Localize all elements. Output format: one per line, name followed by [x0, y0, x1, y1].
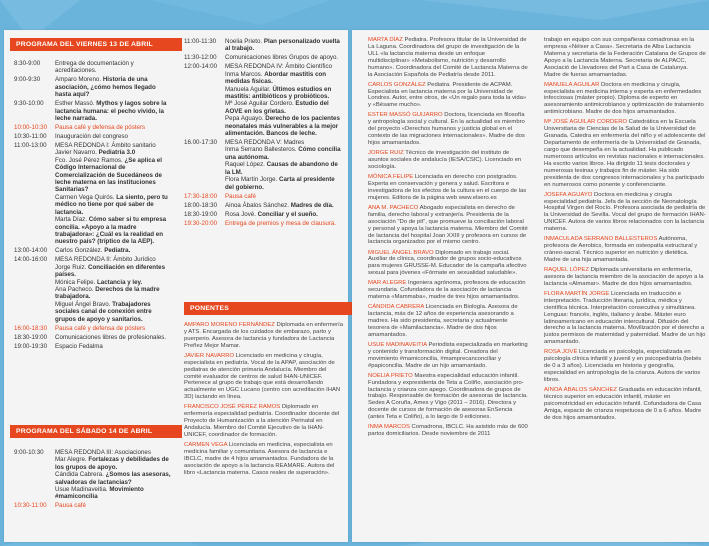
speaker-description: Ingeniera agrónoma, profesora de educación secundaria. Cofundadora de la asociación de lactancia materna «Mammaba», madre de tres hijos amamantados. — [368, 280, 526, 301]
speaker-description: Pediatra. Presidente de ACPAM. Especialista en lactancia materna por la Universidad de Londres. Autor, entre otros, de «Un regalo para toda la vida» y «Bésame mucho». — [368, 81, 527, 109]
schedule-description — [225, 63, 344, 137]
schedule-description — [55, 76, 172, 98]
schedule-text: Mythos y lagos sobre la lactancia humana: el pecho vivido, la leche narrada. — [55, 100, 167, 123]
speaker-bio — [184, 322, 344, 350]
schedule-time: 18:30-19:00 — [14, 333, 48, 341]
speaker-name: INMA MARCOS — [368, 424, 410, 431]
schedule-time: 11:00-13:00 — [14, 142, 47, 150]
speaker-description: Doctora en medicina y cirugía especialidad pediatría. Jefa de la sección de Neonatología Hospital Virgen del Rocío. Profesora asociada de pediatría de la Universidad de Sevilla. Vocal del grupo de formación IHAN-UNICEF. Autora de varios libros relacionados con la lactancia materna. — [544, 191, 706, 233]
schedule-row — [14, 449, 172, 501]
schedule-description — [55, 256, 172, 323]
schedule-text: Fortalezas y debilidades de los grupos de apoyo. — [55, 456, 169, 471]
speaker-name: Mª JOSÉ AGUILAR CORDERO — [544, 119, 628, 126]
schedule-row — [184, 202, 344, 209]
schedule-row — [14, 60, 172, 75]
speaker-bio — [368, 424, 528, 438]
saturday-header — [10, 425, 182, 438]
schedule-description — [55, 325, 172, 332]
ponentes-header-text: PONENTES — [190, 305, 229, 312]
speaker-bio — [368, 304, 528, 339]
speaker-bio — [544, 192, 706, 233]
schedule-text: Carlos González. — [55, 247, 105, 255]
speaker-bio — [368, 82, 528, 110]
schedule-text: Espacio Fedalma — [55, 342, 103, 350]
speaker-description: Doctora, licenciada en filosofía y antropología social y cultural. En la actualidad es miembro del proyecto «Derechos humanos y justicia global en el contexto de las migraciones internacionales». Madre de dos hijos amamantados. — [368, 112, 525, 147]
speaker-name: MIGUEL ÁNGEL BRAVO — [368, 249, 434, 256]
schedule-description — [55, 124, 172, 131]
speaker-bio — [368, 205, 528, 246]
speaker-bio — [368, 280, 528, 301]
schedule-text: Causas de abandono de la LM. — [225, 161, 338, 176]
schedule-text: Comunicaciones libres de profesionales. — [55, 333, 167, 341]
schedule-text: MESA REDONDA I: Ámbito sanitario — [55, 142, 156, 150]
schedule-time: 14:00-16:00 — [14, 256, 48, 264]
speaker-description: Periodista especializada en marketing y contenido y transformación digital. Creadora del movimiento #mamiconcilia, #mamprecanconciliar y #papiconcilia. Madre de un hijo amamantado. — [368, 341, 528, 369]
speaker-description: Comadrona, IBCLC. Ha asistido más de 600 partos domiciliarios. Desde noviembre de 2011 — [368, 424, 528, 438]
schedule-text: Rosa Jové. — [225, 210, 258, 218]
speaker-name: MANUELA AGUILAR — [544, 81, 600, 88]
speaker-description: trabajo en equipo con sus compañeras comadronas en la empresa «Néixer a Casa». Secretaria de Alba Lactancia Materna y secretaria de la Federación Catalana de Grupos de Apoyo a la Lactancia Materna. Secretaria de ALPACC, Asociació de Llevadores del Part a Casa de Catalunya. Madre de fueras amamantadas. — [544, 37, 706, 78]
schedule-text: Abordar mastitis con medidas físicas. — [225, 70, 327, 86]
speaker-description: Licenciada en medicina, especialista en medicina familiar y comunitaria. Asesora de lactancia e IBCLC, madre de 4 hijos amamantados. Fundadora de la asociación de apoyo a la lactancia REAMARE. Autora del libro «Lactancia materna. Casos reales de superación». — [184, 442, 335, 476]
schedule-row — [184, 193, 344, 200]
schedule-description — [225, 38, 344, 53]
schedule-text: Manuela Aguilar. — [225, 85, 273, 93]
schedule-description — [55, 502, 172, 509]
schedule-time: 12:00-14:00 — [184, 63, 218, 71]
speaker-description: Diplomado en trabajo social. Auxiliar de clínica, coordinador de grupos socio-educativos para mujeres GRUSSE-M. Educador de la campaña afectivo sexual para jóvenes «Fórmate en sexualidad saludable». — [368, 249, 527, 277]
schedule-text: Estudio del AOVE en los grietas. — [225, 100, 329, 115]
schedule-text: Raquel López. — [225, 161, 267, 169]
speaker-name: CARMEN VEGA — [184, 442, 228, 449]
speaker-description: Licenciado en medicina y cirugía, especialista en pediatría. Vocal de la APAP, asociación de pediatras de atención primaria Andalucía. Miembro del comité evaluador de centros de salud IHAN-UNICEF. Pertenece al grupo de trabajo que está desarrollando actualmente en UGC Lucano (centro con acreditación IHAN 3D) lactando en línea. — [184, 352, 341, 401]
schedule-text: Entrega de premios y mesa de clausura. — [225, 219, 337, 227]
speaker-description: Diplomada universitaria en enfermería, asesora de lactancia miembro de la asociación de apoyo a la lactancia «Almamar». Madre de dos hijos amamantados. — [544, 267, 704, 287]
schedule-time: 18:30-19:00 — [184, 210, 218, 218]
ponentes-column-1 — [184, 322, 344, 480]
schedule-text: Marta Díaz. — [55, 216, 89, 224]
speaker-name: RAQUEL LÓPEZ — [544, 267, 589, 274]
schedule-text: Inma Marcos. — [225, 70, 265, 78]
speaker-name: CARLOS GONZÁLEZ — [368, 81, 426, 88]
schedule-row — [14, 334, 172, 341]
speaker-bio — [544, 82, 706, 117]
schedule-time: 11:00-11:30 — [184, 38, 217, 45]
speaker-name: NOELIA PRIETO — [368, 372, 413, 379]
speaker-name: MÓNICA FELIPE — [368, 174, 414, 181]
speaker-bio — [544, 387, 706, 422]
schedule-text: Jorge Ruiz. — [55, 263, 89, 271]
schedule-row — [184, 211, 344, 218]
schedule-text: Movimiento #mamiconcilia — [55, 486, 144, 501]
schedule-row — [184, 38, 344, 53]
speaker-description: Catedrática en la Escuela Universitaria de Ciencias de la Salud de la Universidad de Granada. Catedra en enfermería del niño y el adolescente del Departamento de enfermería de la Universidad de Granada, cargo que desempeña en la actualidad. Ha publicado numerosos artículos en revistas nacionales e internacionales. Ha escrito varios libros. Ha dirigido 11 tesis doctorales y numerosas tesinas y trabajos fin de máster. Ha sido presidenta de dos congresos internacionales y ha participado en numerosos como ponente y conferenciante. — [544, 119, 706, 188]
schedule-description — [225, 202, 344, 209]
schedule-row — [14, 100, 172, 122]
saturday-schedule — [14, 449, 172, 511]
schedule-text: Entrega de documentación y acreditaciones. — [55, 60, 134, 75]
speaker-name: FLORA MARTÍN JORGE — [544, 290, 610, 297]
speaker-name: ESTER MASSÓ GUIJARRO — [368, 112, 443, 119]
speaker-bio — [368, 342, 528, 370]
schedule-text: Conciliación en diferentes países. — [55, 263, 166, 279]
speaker-bio — [544, 119, 706, 188]
schedule-text: Cómo saber si tu empresa concilia. «Apoyo a la madre trabajadora»: ¿Cuál es la realidad en nuestro país? (tríptico de la AEP). — [55, 216, 167, 246]
speaker-description: Maestra especialidad educación infantil. Fundadora y expresidenta de Teta a Coliño, asociación pro-lactancia y crianza con apego. Coordinadora de grupos de trabajo. Responsable de formación de asesoras de lactancia. Sedes A Coruña, Ames y Vigo (2011 – 2016). Directora y docente de cursos de formación de asesoras EnSencia (antes Teta e Coliño), a lo largo de 9 ediciones. — [368, 372, 528, 421]
speaker-bio — [184, 404, 344, 439]
schedule-text: Ainoa Ábalos Sánchez. — [225, 201, 291, 209]
schedule-description — [225, 193, 344, 200]
speaker-bio — [368, 373, 528, 421]
schedule-text: Trabajadores sociales canal de conexión entre grupos de apoyo y sanitarios. — [55, 300, 152, 323]
schedule-description — [55, 449, 172, 501]
schedule-row — [14, 76, 172, 98]
speaker-name: JORGE RUIZ — [368, 150, 404, 157]
schedule-text: MESA REDONDA III: Asociaciones — [55, 449, 151, 456]
schedule-description — [225, 211, 344, 218]
speaker-description: Abogado especialista en derecho de familia, derecho laboral y extranjería. Presidenta de la asociación "Do de pit", que promueve la conciliación laboral y personal y apoya la lactancia materna. Miembro del Comité de lactancia del hospital Joan XXIII y profesora en cursos de lactancia organizados por el mismo centro. — [368, 204, 528, 246]
speaker-name: ROSA JOVÉ — [544, 349, 578, 356]
speaker-bio — [544, 349, 706, 384]
schedule-row — [14, 142, 172, 246]
schedule-description — [225, 220, 344, 227]
ponentes-column-3 — [544, 37, 706, 425]
schedule-row — [14, 343, 172, 350]
schedule-text: Noelia Prieto. — [225, 38, 264, 45]
saturday-header-text: PROGRAMA DEL SÁBADO 14 DE ABRIL — [16, 428, 153, 435]
schedule-row — [14, 325, 172, 332]
speaker-name: FRANCISCO JOSÉ PÉREZ RAMOS — [184, 404, 281, 411]
ponentes-column-2 — [368, 37, 528, 441]
schedule-text: Fco. José Pérez Ramos. — [55, 156, 125, 164]
speaker-name: CÁNDIDA CABRERA — [368, 304, 424, 311]
schedule-row — [14, 133, 172, 140]
speaker-bio — [544, 291, 706, 346]
schedule-row — [184, 63, 344, 137]
schedule-text: MESA REDONDA IV: Ámbito Científico — [225, 63, 333, 71]
friday-header-text: PROGRAMA DEL VIERNES 13 DE ABRIL — [16, 41, 153, 48]
schedule-text: Ana Pacheco. — [55, 285, 96, 293]
schedule-text: Cándida Cabrera. — [55, 471, 106, 479]
speaker-bio — [368, 250, 528, 278]
speaker-name: MAR ALEGRE — [368, 280, 407, 287]
schedule-description — [55, 60, 172, 75]
schedule-time: 19:30-20:00 — [184, 219, 218, 227]
speaker-description: Licenciada en psicología, especializada en psicología clínica infantil y juvenil y en psicopediatría (bebés de 0 a 3 años). Licenciada en historia y geografía, especialidad en antropología de la crianza. Autora de varios libros. — [544, 349, 702, 383]
schedule-description — [55, 133, 172, 140]
speaker-description: Licenciada en traducción e interpretación. Traducción literaria, jurídica, médica y científica técnica. Interpretación consecutiva y simultánea. Lenguas: francés, inglés, italiano y árabe. Máster euro latinoamericano en educación intercultural. Difusión del derecho a la lactancia materna. Movilización por el derecho a justos permisos de maternidad y paternidad. Madre de un hijo amamantado. — [544, 290, 706, 346]
schedule-text: Pediatría 3.0 — [98, 149, 136, 157]
speaker-name: MARTA DÍAZ — [368, 37, 403, 43]
schedule-text: Inma Serrano Ballesteros. — [225, 146, 299, 154]
speaker-description: Licenciada en derecho con postgrados. Experta en conservación y genera y salud. Escritora e investigadora de los efectos de la cultura en el cuerpo de las mujeres. Editora de la página web www.elsero.es — [368, 174, 527, 201]
schedule-row — [184, 54, 344, 61]
schedule-text: Pausa café — [55, 502, 86, 510]
speaker-bio — [368, 112, 528, 147]
speaker-bio — [544, 37, 706, 78]
schedule-text: Esther Massó. — [55, 100, 97, 108]
schedule-time: 18:00-18:30 — [184, 201, 218, 209]
schedule-description — [55, 334, 172, 341]
schedule-text: Mar Alegre. — [55, 456, 89, 464]
schedule-time: 10:30-11:00 — [14, 502, 47, 510]
schedule-text: Carta al presidente del gobierno. — [225, 176, 335, 191]
speaker-name: JOSEFA AGUAYO — [544, 191, 593, 198]
schedule-description — [225, 139, 344, 191]
speaker-name: ANA M. PACHECO — [368, 204, 419, 211]
schedule-row — [184, 139, 344, 191]
speaker-name: AMPARO MORENO FERNÁNDEZ — [184, 322, 275, 328]
speaker-description: Doctora en medicina y cirugía, especialista en medicina interna y experta en enfermedades infecciosas (máster propio). Diploma de experto en asesoramiento antimicrobianos y optimización de tratamiento antimicrobiano. Madre de dos hijos amamantados. — [544, 81, 704, 116]
schedule-text: MESA REDONDA II: Ámbito Jurídico — [55, 256, 156, 264]
schedule-time: 9:00-10:30 — [14, 449, 44, 456]
speaker-name: INMACULADA SERRANO BALLESTEROS — [544, 236, 658, 243]
speaker-bio — [184, 353, 344, 401]
schedule-text: Cómo concilia una autónoma. — [225, 146, 341, 161]
schedule-row — [14, 247, 172, 254]
speaker-bio — [184, 442, 344, 477]
schedule-time: 13:00-14:00 — [14, 247, 48, 255]
friday-header — [10, 38, 182, 51]
schedule-row — [14, 256, 172, 323]
speaker-name: AINOA ÁBALOS SÁNCHEZ — [544, 387, 617, 394]
schedule-text: Pepa Aguayo. — [225, 115, 266, 123]
speaker-bio — [368, 174, 528, 202]
schedule-description — [55, 100, 172, 122]
schedule-row — [14, 502, 172, 509]
schedule-text: La siento, pero tu médico no tiene por qué saber de lactancia. — [55, 193, 168, 216]
schedule-text: Plan personalizado vuelta al trabajo. — [225, 38, 340, 53]
schedule-text: MESA REDONDA V: Madres — [225, 139, 305, 147]
schedule-text: ¿Somos las asesoras, salvadoras de lactancias? — [55, 471, 171, 486]
schedule-time: 10:00-10:30 — [14, 124, 48, 132]
speaker-description: Técnico de investigación del instituto de asuntos sociales de andalucía (IESA/CSIC). Licenciado en sociología. — [368, 150, 522, 170]
schedule-text: Lactancia y ley. — [96, 278, 143, 286]
schedule-time: 16:00-18:30 — [14, 324, 48, 332]
schedule-text: Madres de día. — [290, 201, 334, 209]
schedule-row — [184, 220, 344, 227]
schedule-text: Pausa café y defensa de pósters — [55, 124, 146, 132]
speaker-bio — [544, 267, 706, 288]
speaker-description: Licenciada en Biología. Asesora de lactancia, más de 12 años de experiencia asesorando a madres. Ha sido presidenta, secretaria y actualmente tesorera de «Mamilactancia». Madre de dos hijos amamantados. — [368, 304, 518, 338]
schedule-text: Derecho de los pacientes neonatales más vulnerables a la mejor alimentación. Bancos de leche. — [225, 115, 340, 138]
speaker-bio — [368, 150, 528, 171]
speaker-description: Graduada en educación infantil, técnico superior en educación infantil, máster en psicomotricidad en educación infantil. Cofundadora de Casa Amiga, espacio de crianza respetuosa de 0 a 6 años. Madre de dos hijos amamantados. — [544, 387, 702, 421]
ponentes-header — [184, 302, 356, 315]
schedule-text: Usue Madinaveitia. — [55, 486, 110, 494]
schedule-time: 11:30-12:00 — [184, 54, 217, 62]
schedule-text: Pausa café y defensa de pósters — [55, 324, 146, 332]
schedule-text: Pausa café — [225, 192, 256, 200]
schedule-text: Últimos estudios en mastitis: antibióticos y probióticos. — [225, 85, 332, 101]
schedule-time: 8:30-9:00 — [14, 60, 41, 67]
schedule-text: Amparo Moreno. — [55, 76, 103, 84]
schedule-text: Conciliar y el sueño. — [257, 210, 318, 218]
schedule-time: 16.00-17:30 — [184, 139, 218, 147]
speaker-name: USUE MADINAVEITIA — [368, 341, 427, 348]
speaker-description: Diplomado en enfermería especialidad pediatría. Coordinador docente del Proyecto de Humanización a la atención Perinatal en Andalucía. Miembro del Comité Ejecutivo de la IHAN-UNICEF, coordinador de formación. — [184, 404, 340, 438]
schedule-text: Historia de una asociación, ¿cómo hemos llegado hasta aquí? — [55, 76, 156, 99]
schedule-description — [55, 343, 172, 350]
speaker-description: Pediatra. Profesora titular de la Universidad de La Laguna. Coordinadora del grupo de investigación de la ULL «la lactancia materna desde un enfoque multidisciplinar» «Metabolismo, nutrición y desarrollo humano». Coordinadora del Comité de Lactancia Materna de la Asociación Española de Pediatría desde 2011. — [368, 37, 528, 78]
friday-schedule — [14, 60, 172, 352]
schedule-row — [14, 124, 172, 131]
schedule-text: Pediatra. — [104, 247, 131, 255]
speaker-name: JAVIER NAVARRO — [184, 352, 235, 359]
schedule-description — [55, 247, 172, 254]
schedule-time: 9:30-10:00 — [14, 100, 44, 108]
schedule-text: Mª José Aguilar Cordero. — [225, 100, 296, 108]
schedule-text: Mónica Felipe. — [55, 278, 97, 286]
schedule-text: Javier Navarro. — [55, 149, 99, 157]
schedule-text: ¿Se aplica el Código Internacional de Comercialización de Sucedáneos de leche materna en las instituciones Sanitarias? — [55, 156, 162, 194]
schedule-description — [55, 142, 172, 246]
schedule-text: Derechos de la madre trabajadora. — [55, 285, 160, 301]
speaker-bio — [544, 236, 706, 264]
schedule-text: Carmen Vega Quirós. — [55, 193, 117, 201]
schedule-time: 9:00-9:30 — [14, 76, 41, 84]
schedule-text: Comunicaciones libres Grupos de apoyo. — [225, 54, 339, 62]
speaker-bio — [368, 37, 528, 78]
speaker-description: Autónoma, profesora de Aerobics, formada en osteopatía estructural y cráneo-sacral. Técnico superior en nutrición y dietética. Madre de una hija amamantada. — [544, 236, 698, 263]
schedule-text: Inauguración del congreso — [55, 133, 128, 141]
schedule-text: Flora Martín Jorge. — [225, 176, 279, 184]
schedule-time: 10:30-11:00 — [14, 133, 47, 141]
schedule-time: 19:00-19:30 — [14, 342, 48, 350]
schedule-time: 17:30-18:00 — [184, 192, 218, 200]
schedule-continued — [184, 38, 344, 229]
schedule-text: Miguel Ángel Bravo. — [55, 300, 113, 308]
speaker-description: Diplomada en enfermería y ATS. Encargada de los cuidados de embarazo, parto y puerperio. Asesora de lactancia y fundadora de Lactancia Preñez Mejor Mamar. — [184, 322, 343, 349]
schedule-description — [225, 54, 344, 61]
